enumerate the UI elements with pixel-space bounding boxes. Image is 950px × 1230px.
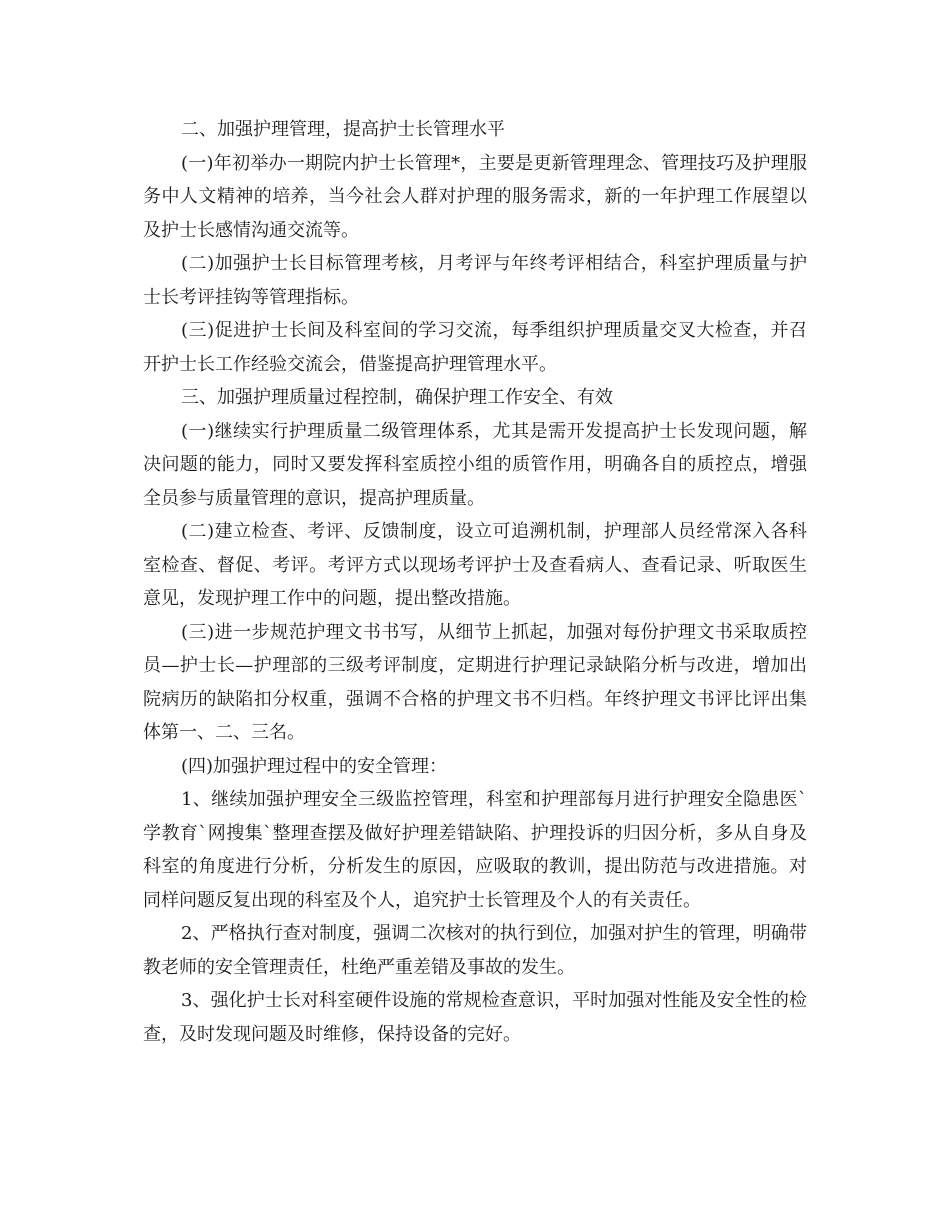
paragraph: (三)促进护士长间及科室间的学习交流，每季组织护理质量交叉大检查，并召开护士长工作经验交流会，借鉴提高护理管理水平。 (143, 320, 807, 375)
document-body (143, 113, 807, 1051)
paragraph: (一)继续实行护理质量二级管理体系，尤其是需开发提高护士长发现问题，解决问题的能力，同时又要发挥科室质控小组的质管作用，明确各自的质控点，增强全员参与质量管理的意识，提高护理质量。 (143, 420, 807, 509)
heading-section-three: 三、加强护理质量过程控制，确保护理工作安全、有效 (181, 387, 613, 408)
paragraph: (三)进一步规范护理文书书写，从细节上抓起，加强对每份护理文书采取质控员—护士长—护理部的三级考评制度，定期进行护理记录缺陷分析与改进，增加出院病历的缺陷扣分权重，强调不合格的护理文书不归档。年终护理文书评比评出集体第一、二、三名。 (143, 621, 807, 743)
subheading-safety-management: (四)加强护理过程中的安全管理： (181, 755, 448, 777)
paragraph: 3、强化护士长对科室硬件设施的常规检查意识，平时加强对性能及安全性的检查，及时发现问题及时维修，保持设备的完好。 (143, 990, 807, 1045)
paragraph: (一)年初举办一期院内护士长管理*，主要是更新管理理念、管理技巧及护理服务中人文精神的培养，当今社会人群对护理的服务需求，新的一年护理工作展望以及护士长感情沟通交流等。 (143, 152, 807, 241)
heading-section-two: 二、加强护理管理，提高护士长管理水平 (181, 119, 505, 140)
paragraph: (二)建立检查、考评、反馈制度，设立可追溯机制，护理部人员经常深入各科室检查、督促、考评。考评方式以现场考评护士及查看病人、查看记录、听取医生意见，发现护理工作中的问题，提出整改措施。 (143, 521, 807, 609)
paragraph: (二)加强护士长目标管理考核，月考评与年终考评相结合，科室护理质量与护士长考评挂钩等管理指标。 (143, 253, 807, 308)
paragraph: 1、继续加强护理安全三级监控管理，科室和护理部每月进行护理安全隐患医`学教育`网搜集`整理查摆及做好护理差错缺陷、护理投诉的归因分析，多从自身及科室的角度进行分析，分析发生的原因，应吸取的教训，提出防范与改进措施。对同样问题反复出现的科室及个人，追究护士长管理及个人的有关责任。 (143, 789, 807, 911)
paragraph: 2、严格执行查对制度，强调二次核对的执行到位，加强对护生的管理，明确带教老师的安全管理责任，杜绝严重差错及事故的发生。 (143, 923, 807, 978)
